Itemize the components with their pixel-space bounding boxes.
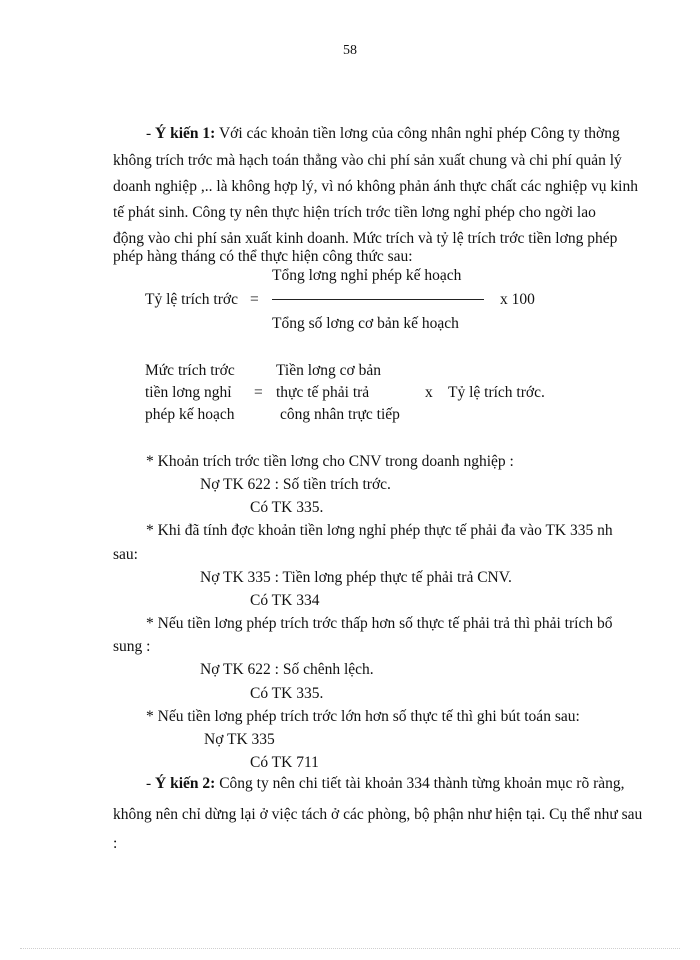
formula2-rhs: Tỷ lệ trích trớc.: [448, 384, 545, 401]
formula1-multiplier: x 100: [500, 291, 535, 308]
entry1-credit: Có TK 335.: [250, 499, 324, 516]
formula1-lhs: Tỷ lệ trích trớc: [145, 291, 238, 308]
entry1-title: * Khoản trích trớc tiền lơng cho CNV trong doanh nghiệp :: [146, 453, 514, 470]
opinion1-line5: động vào chi phí sản xuất kinh doanh. Mức trích và tỷ lệ trích trớc tiền lơng phép: [113, 230, 618, 247]
formula1-numerator: Tổng lơng nghỉ phép kế hoạch: [272, 267, 462, 284]
formula2-lhs-line3: phép kế hoạch: [145, 406, 235, 423]
formula1-denominator: Tổng số lơng cơ bản kế hoạch: [272, 315, 459, 332]
formula2-lhs-line2: tiền lơng nghỉ: [145, 384, 232, 401]
entry2-debit: Nợ TK 335 : Tiền lơng phép thực tế phải trả CNV.: [200, 569, 512, 586]
entry2-credit: Có TK 334: [250, 592, 320, 609]
page-bottom-divider: [20, 948, 680, 949]
entry2-title-line1: * Khi đã tính đợc khoản tiền lơng nghỉ phép thực tế phải đa vào TK 335 nh: [146, 522, 613, 539]
fraction-bar: [272, 299, 484, 300]
opinion1-line4: tế phát sinh. Công ty nên thực hiện trích trớc tiền lơng nghỉ phép cho ngời lao: [113, 204, 596, 221]
page-number: 58: [343, 43, 357, 58]
entry2-title-line2: sau:: [113, 546, 138, 563]
formula2-times: x: [425, 384, 433, 401]
formula2-equals: =: [254, 384, 263, 401]
formula2-mid-line3: công nhân trực tiếp: [280, 406, 400, 423]
opinion2-line1: [146, 774, 625, 794]
opinion1-line2: không trích trớc mà hạch toán thẳng vào chi phí sản xuất chung và chi phí quản lý: [113, 152, 622, 169]
opinion1-line1-text: Với các khoản tiền lơng của công nhân nghỉ phép Công ty thờng: [215, 125, 620, 142]
formula2-mid-line2: thực tế phải trả: [276, 384, 370, 401]
opinion2-dash: -: [146, 775, 156, 792]
opinion1-dash: -: [146, 125, 156, 142]
entry4-credit: Có TK 711: [250, 754, 319, 771]
entry3-debit: Nợ TK 622 : Số chênh lệch.: [200, 661, 374, 678]
formula1-equals: =: [250, 291, 259, 308]
opinion1-line1: [146, 124, 620, 144]
entry4-debit: Nợ TK 335: [204, 731, 275, 748]
entry3-credit: Có TK 335.: [250, 685, 324, 702]
entry4-title: * Nếu tiền lơng phép trích trớc lớn hơn số thực tế thì ghi bút toán sau:: [146, 708, 580, 725]
opinion2-line2: không nên chỉ dừng lại ở việc tách ở các phòng, bộ phận như hiện tại. Cụ thể như sau: [113, 806, 643, 823]
entry3-title-line1: * Nếu tiền lơng phép trích trớc thấp hơn số thực tế phải trả thì phải trích bổ: [146, 615, 613, 632]
opinion2-label: Ý kiến 2:: [155, 775, 216, 792]
formula2-lhs-line1: Mức trích trớc: [145, 362, 235, 379]
formula2-mid-line1: Tiền lơng cơ bản: [276, 362, 381, 379]
entry3-title-line2: sung :: [113, 638, 151, 655]
opinion2-line1-text: Công ty nên chi tiết tài khoản 334 thành từng khoản mục rõ ràng,: [215, 775, 625, 792]
opinion1-line3: doanh nghiệp ,.. là không hợp lý, vì nó không phản ánh thực chất các nghiệp vụ kinh: [113, 178, 638, 195]
entry1-debit: Nợ TK 622 : Số tiền trích trớc.: [200, 476, 391, 493]
opinion2-line3: :: [113, 835, 118, 852]
opinion1-label: Ý kiến 1:: [155, 125, 216, 142]
opinion1-line6: phép hàng tháng có thể thực hiện công thức sau:: [113, 248, 413, 265]
